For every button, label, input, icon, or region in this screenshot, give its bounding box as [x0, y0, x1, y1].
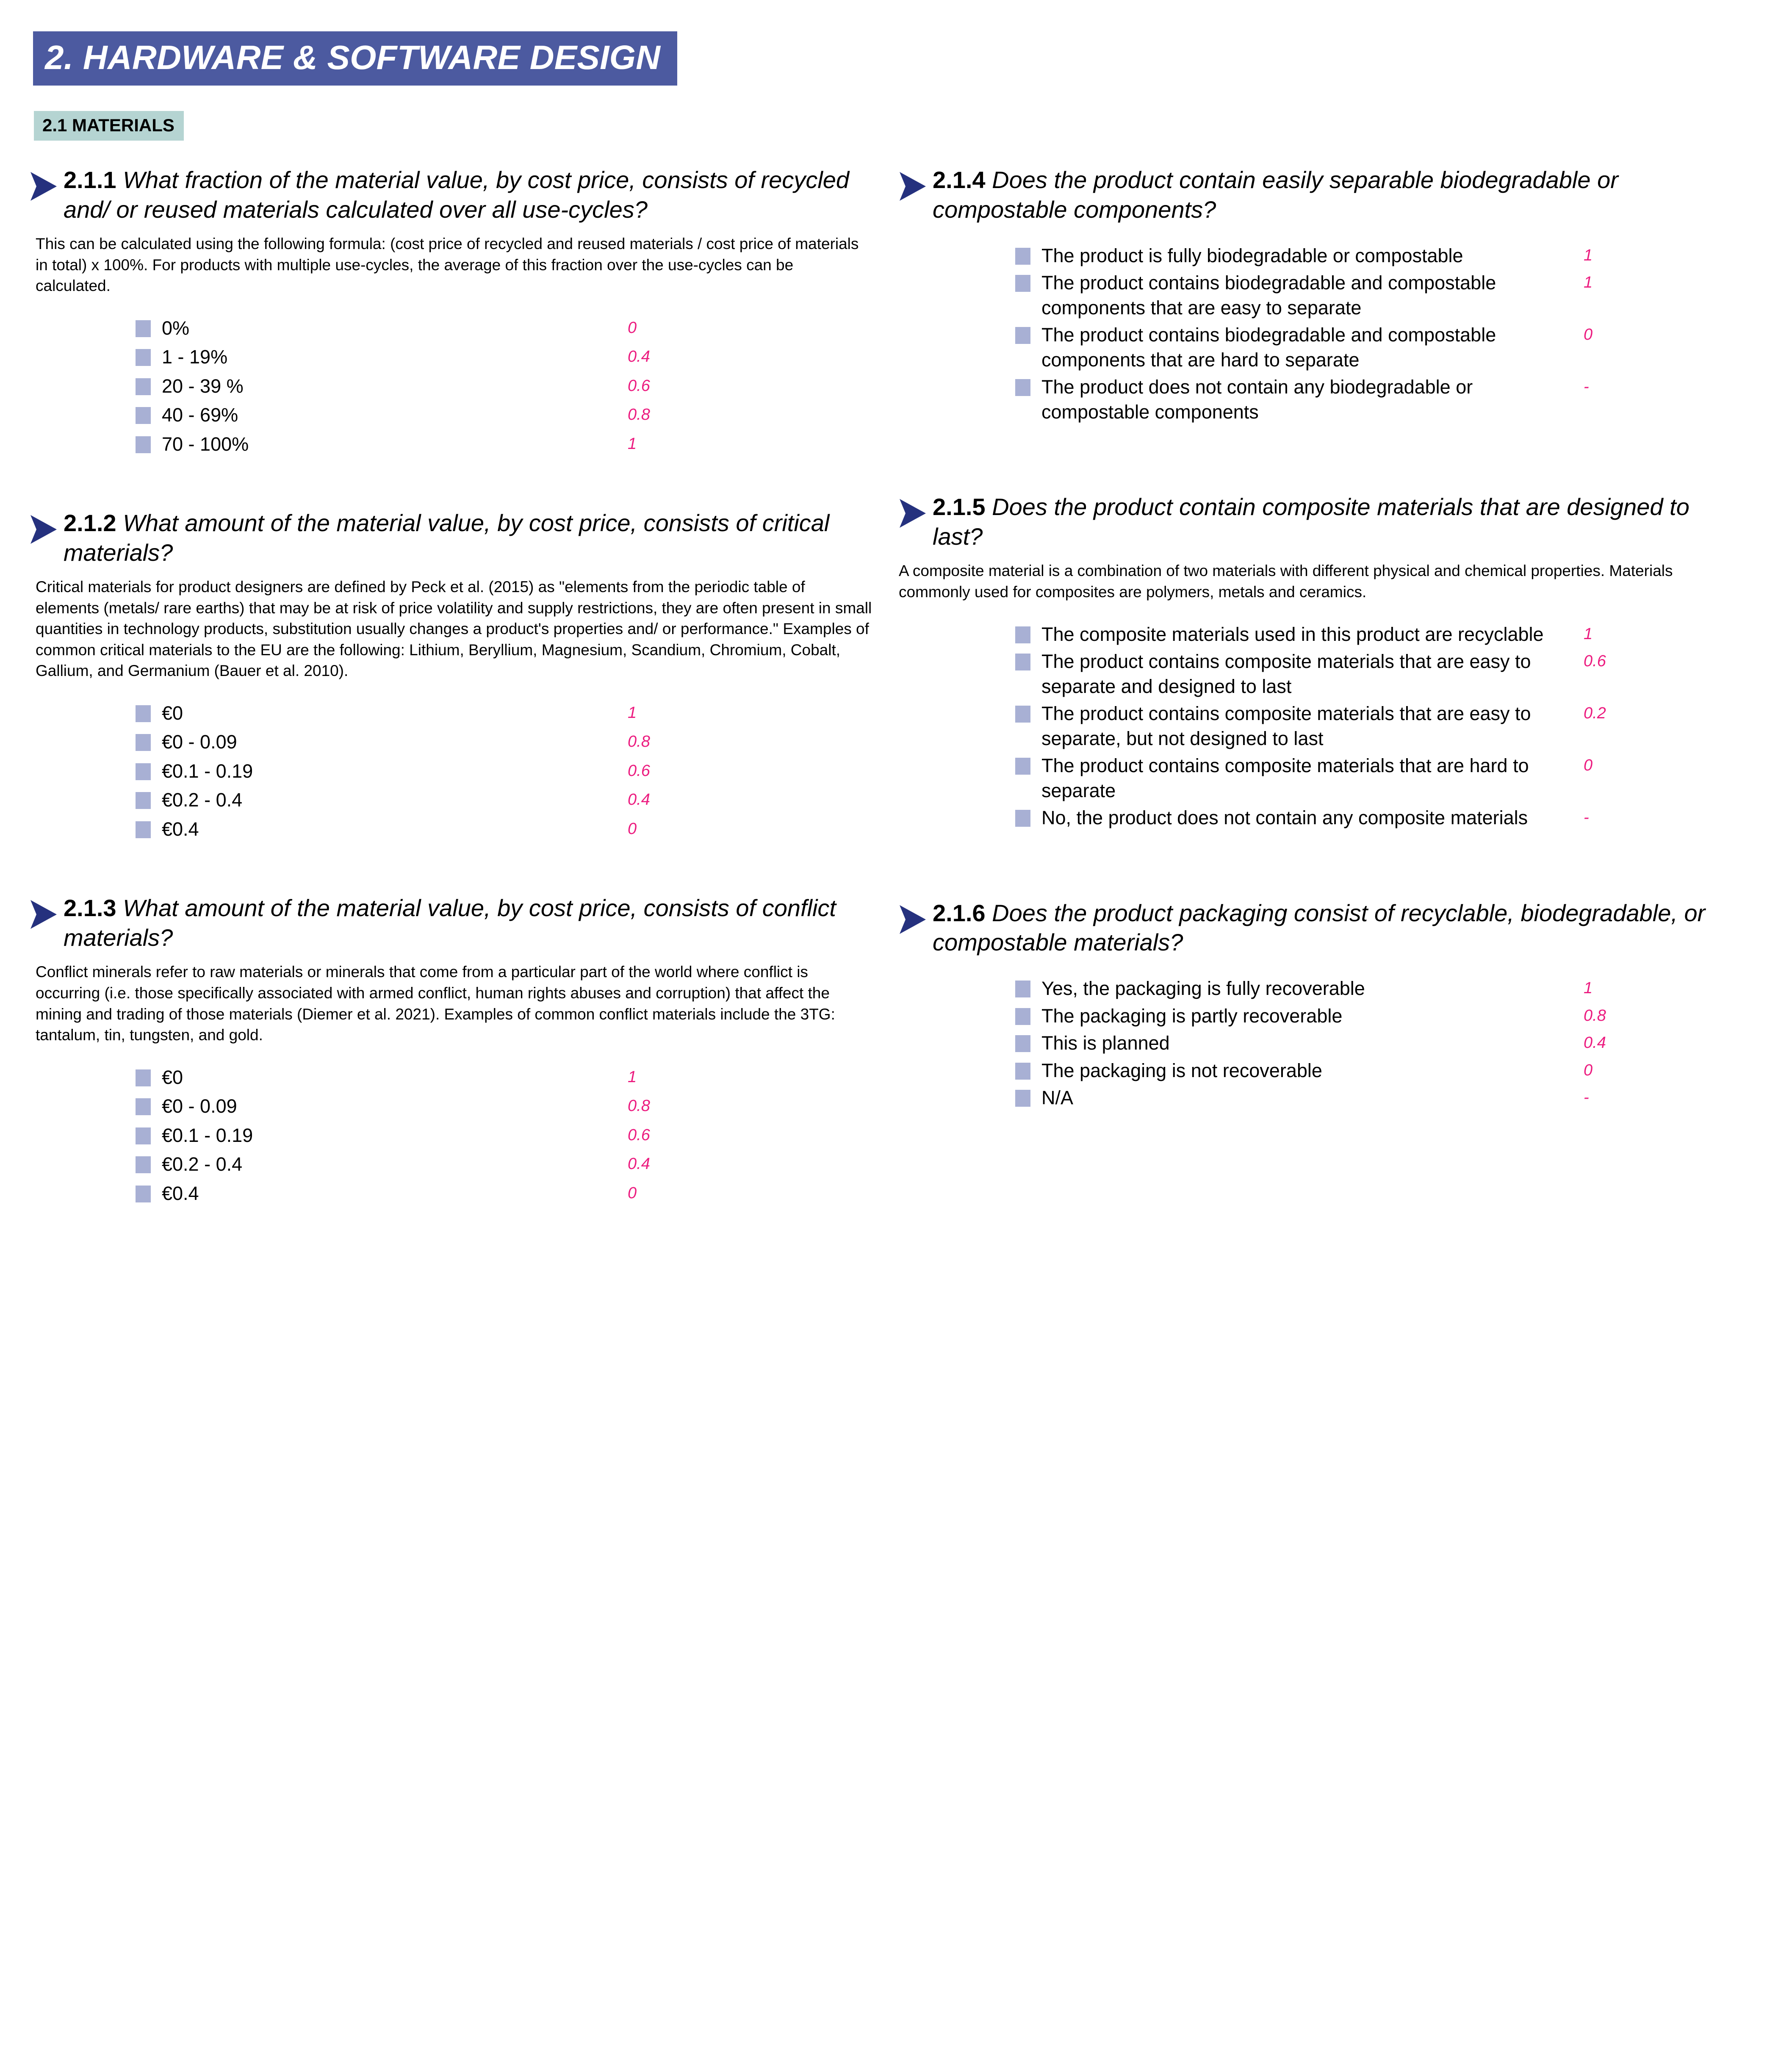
answer-option[interactable] — [1015, 649, 1742, 699]
answer-option[interactable] — [136, 730, 872, 755]
subsection-title: 2.1 MATERIALS — [34, 111, 184, 141]
checkbox-square-icon[interactable] — [1015, 981, 1030, 997]
question-title — [64, 893, 872, 952]
right-column — [899, 165, 1742, 1210]
checkbox-square-icon[interactable] — [1015, 248, 1030, 265]
question-description: Critical materials for product designers are defined by Peck et al. (2015) as "elements from the periodic table of elements (metals/ rare earths) that may be at risk of price volatility and supply restrictions, they are often present in small quantities in technology products, substitution usually changes a product's properties and/ or performance." Examples of common critical materials to the EU are the following: Lithium, Beryllium, Magnesium, Scandium, Chromium, Cobalt, Gallium, and Germanium (Bauer et al. 2010). — [36, 578, 872, 680]
answer-option-score: - — [1584, 809, 1589, 826]
checkbox-square-icon[interactable] — [1015, 379, 1030, 396]
answer-option-score: 1 — [628, 435, 637, 453]
checkbox-square-icon[interactable] — [136, 1069, 151, 1086]
checkbox-square-icon[interactable] — [136, 1127, 151, 1144]
checkbox-square-icon[interactable] — [136, 349, 151, 366]
answer-option[interactable] — [136, 374, 872, 399]
section-banner-container — [0, 0, 1778, 86]
answer-option[interactable] — [1015, 1086, 1742, 1111]
question-block-2-1-3 — [30, 893, 872, 1206]
answer-option-list — [1015, 244, 1742, 425]
checkbox-square-icon[interactable] — [136, 320, 151, 337]
checkbox-square-icon[interactable] — [1015, 1008, 1030, 1025]
answer-option-label: €0 - 0.09 — [162, 731, 237, 753]
checkbox-square-icon[interactable] — [1015, 706, 1030, 723]
checkbox-square-icon[interactable] — [136, 407, 151, 424]
answer-option[interactable] — [136, 1065, 872, 1090]
section-banner-title: 2. HARDWARE & SOFTWARE DESIGN — [33, 31, 677, 86]
question-header — [899, 165, 1742, 224]
arrow-right-icon — [899, 498, 927, 529]
answer-option-score: 0.4 — [1584, 1034, 1606, 1052]
checkbox-square-icon[interactable] — [136, 436, 151, 453]
answer-option-label: The product contains composite materials that are hard to separate — [1041, 755, 1529, 801]
answer-option-score: 0.4 — [628, 348, 650, 366]
answer-option-score: 0 — [1584, 326, 1593, 344]
answer-option-score: 0.6 — [628, 762, 650, 780]
answer-option[interactable] — [136, 345, 872, 370]
answer-option-score: 0 — [628, 1184, 637, 1202]
checkbox-square-icon[interactable] — [136, 763, 151, 780]
checkbox-square-icon[interactable] — [1015, 654, 1030, 670]
answer-option-label: €0.4 — [162, 1182, 199, 1204]
answer-option-label: The product contains biodegradable and compostable components that are easy to separate — [1041, 272, 1496, 319]
answer-option[interactable] — [136, 403, 872, 428]
question-header — [30, 165, 872, 224]
answer-option-score: 0.4 — [628, 1155, 650, 1173]
question-title-text: Does the product packaging consist of recyclable, biodegradable, or compostable materials? — [933, 899, 1706, 956]
question-spacer — [899, 835, 1742, 898]
question-title — [64, 508, 872, 567]
question-title-text: Does the product contain composite materials that are designed to last? — [933, 493, 1689, 550]
answer-option-label: 70 - 100% — [162, 433, 249, 455]
checkbox-square-icon[interactable] — [136, 1156, 151, 1173]
answer-option[interactable] — [136, 788, 872, 813]
checkbox-square-icon[interactable] — [136, 734, 151, 751]
answer-option[interactable] — [1015, 1058, 1742, 1083]
question-title-text: What amount of the material value, by cost price, consists of conflict materials? — [64, 895, 836, 951]
question-description: A composite material is a combination of two materials with different physical and chemical properties. Materials commonly used for composites are polymers, metals and ceramics. — [899, 562, 1673, 601]
answer-option-score: 1 — [1584, 246, 1593, 264]
answer-option-label: €0 — [162, 1066, 183, 1088]
question-number: 2.1.2 — [64, 510, 116, 537]
question-block-2-1-1 — [30, 165, 872, 457]
answer-option[interactable] — [1015, 1004, 1742, 1029]
checkbox-square-icon[interactable] — [1015, 275, 1030, 292]
checkbox-square-icon[interactable] — [1015, 810, 1030, 827]
question-title — [933, 898, 1742, 957]
answer-option-label: The product is fully biodegradable or compostable — [1041, 244, 1463, 266]
answer-option-score: 0.8 — [628, 1097, 650, 1115]
answer-option[interactable] — [136, 1181, 872, 1206]
left-column — [30, 165, 872, 1210]
answer-option-label: €0 — [162, 702, 183, 724]
answer-option-score: 0.2 — [1584, 704, 1606, 722]
answer-option[interactable] — [1015, 753, 1742, 803]
question-header — [899, 492, 1742, 551]
question-header — [899, 898, 1742, 957]
question-number: 2.1.5 — [933, 493, 986, 521]
answer-option-score: 1 — [628, 1068, 637, 1086]
answer-option-label: The composite materials used in this product are recyclable — [1041, 623, 1544, 645]
answer-option-score: 0 — [628, 820, 637, 838]
answer-option-label: The packaging is partly recoverable — [1041, 1005, 1343, 1027]
answer-option-score: 1 — [628, 704, 637, 722]
answer-option-score: 1 — [1584, 274, 1593, 292]
answer-option-label: 0% — [162, 317, 190, 339]
answer-option-score: 0.6 — [628, 377, 650, 395]
answer-option[interactable] — [1015, 806, 1742, 831]
answer-option[interactable] — [1015, 701, 1742, 751]
answer-option[interactable] — [136, 1123, 872, 1148]
question-block-2-1-4 — [899, 165, 1742, 424]
question-title — [933, 492, 1742, 551]
answer-option[interactable] — [1015, 622, 1742, 647]
question-spacer — [899, 429, 1742, 492]
checkbox-square-icon[interactable] — [1015, 1063, 1030, 1080]
answer-option-score: 0.8 — [628, 733, 650, 751]
question-title-text: Does the product contain easily separable biodegradable or compostable components? — [933, 166, 1618, 223]
question-description: Conflict minerals refer to raw materials or minerals that come from a particular part of the world where conflict is occurring (i.e. those specifically associated with armed conflict, human rights abuses and corruption) that affect the mining and trading of those materials (Diemer et al. 2021). Examples of common conflict materials include the 3TG: tantalum, tin, tungsten, and gold. — [36, 963, 835, 1044]
answer-option-label: €0.2 - 0.4 — [162, 1153, 243, 1175]
question-title — [64, 165, 872, 224]
answer-option-score: 0.8 — [1584, 1006, 1606, 1025]
question-header — [30, 893, 872, 952]
answer-option[interactable] — [136, 432, 872, 457]
answer-option[interactable] — [1015, 244, 1742, 269]
answer-option-label: €0.1 - 0.19 — [162, 1124, 253, 1146]
checkbox-square-icon[interactable] — [136, 1098, 151, 1115]
question-title-text: What amount of the material value, by cost price, consists of critical materials? — [64, 510, 830, 566]
answer-option-label: €0.2 - 0.4 — [162, 789, 243, 811]
arrow-right-icon — [30, 899, 58, 930]
question-spacer — [30, 846, 872, 893]
checkbox-square-icon[interactable] — [1015, 626, 1030, 643]
answer-option-score: 0.6 — [1584, 652, 1606, 670]
answer-option-score: 0 — [628, 319, 637, 337]
arrow-right-icon — [899, 171, 927, 202]
checkbox-square-icon[interactable] — [136, 1186, 151, 1202]
answer-option-list — [136, 701, 872, 842]
answer-option-list — [136, 316, 872, 457]
answer-option-label: The packaging is not recoverable — [1041, 1059, 1322, 1081]
answer-option-score: 0 — [1584, 756, 1593, 774]
answer-option[interactable] — [136, 817, 872, 842]
answer-option-score: 0.4 — [628, 791, 650, 809]
answer-option-label: No, the product does not contain any composite materials — [1041, 807, 1528, 828]
question-spacer — [30, 461, 872, 508]
answer-option[interactable] — [136, 316, 872, 341]
question-description: This can be calculated using the following formula: (cost price of recycled and reused materials / cost price of materials in total) x 100%. For products with multiple use-cycles, the average of this fraction over the use-cycles can be calculated. — [36, 235, 859, 295]
subsection-chip-container — [0, 86, 1778, 141]
checkbox-square-icon[interactable] — [136, 792, 151, 809]
arrow-right-icon — [30, 514, 58, 545]
answer-option[interactable] — [136, 701, 872, 726]
answer-option-label: 40 - 69% — [162, 404, 238, 426]
answer-option-score: - — [1584, 1089, 1589, 1107]
answer-option-score: 1 — [1584, 625, 1593, 643]
answer-option-label: The product contains composite materials that are easy to separate, but not designed to last — [1041, 703, 1531, 749]
answer-option-label: 20 - 39 % — [162, 375, 244, 397]
question-number: 2.1.4 — [933, 166, 986, 194]
answer-option[interactable] — [1015, 271, 1742, 320]
answer-option[interactable] — [1015, 323, 1742, 372]
answer-option-score: 0.8 — [628, 406, 650, 424]
answer-option-score: 1 — [1584, 979, 1593, 997]
answer-option[interactable] — [1015, 1031, 1742, 1056]
answer-option-label: €0 - 0.09 — [162, 1095, 237, 1117]
answer-option-label: The product does not contain any biodegradable or compostable components — [1041, 376, 1473, 423]
checkbox-square-icon[interactable] — [1015, 1090, 1030, 1107]
answer-option-label: N/A — [1041, 1087, 1074, 1109]
answer-option-label: €0.1 - 0.19 — [162, 760, 253, 782]
question-number: 2.1.6 — [933, 899, 986, 926]
checkbox-square-icon[interactable] — [136, 821, 151, 838]
question-block-2-1-6 — [899, 898, 1742, 1111]
answer-option-score: 0.6 — [628, 1126, 650, 1144]
question-title — [933, 165, 1742, 224]
answer-option-label: This is planned — [1041, 1032, 1170, 1054]
answer-option-list — [136, 1065, 872, 1206]
checkbox-square-icon[interactable] — [1015, 1035, 1030, 1052]
checkbox-square-icon[interactable] — [1015, 758, 1030, 775]
answer-option-label: The product contains composite materials that are easy to separate and designed to last — [1041, 651, 1531, 697]
question-block-2-1-5 — [899, 492, 1742, 830]
answer-option-label: The product contains biodegradable and compostable components that are hard to separate — [1041, 324, 1496, 371]
answer-option[interactable] — [136, 1094, 872, 1119]
question-title-text: What fraction of the material value, by cost price, consists of recycled and/ or reused materials calculated over all use-cycles? — [64, 166, 850, 223]
checkbox-square-icon[interactable] — [136, 378, 151, 395]
answer-option-score: - — [1584, 378, 1589, 396]
checkbox-square-icon[interactable] — [136, 705, 151, 722]
answer-option[interactable] — [1015, 976, 1742, 1001]
answer-option-label: 1 - 19% — [162, 346, 228, 368]
question-header — [30, 508, 872, 567]
arrow-right-icon — [899, 904, 927, 935]
question-block-2-1-2 — [30, 508, 872, 842]
question-number: 2.1.1 — [64, 166, 116, 194]
question-number: 2.1.3 — [64, 895, 116, 922]
checkbox-square-icon[interactable] — [1015, 327, 1030, 344]
answer-option-list — [1015, 976, 1742, 1111]
answer-option[interactable] — [136, 759, 872, 784]
answer-option-label: Yes, the packaging is fully recoverable — [1041, 978, 1365, 1000]
two-column-layout — [0, 141, 1778, 1210]
answer-option-label: €0.4 — [162, 818, 199, 840]
arrow-right-icon — [30, 171, 58, 202]
answer-option[interactable] — [1015, 375, 1742, 424]
answer-option-score: 0 — [1584, 1061, 1593, 1079]
answer-option[interactable] — [136, 1152, 872, 1177]
answer-option-list — [1015, 622, 1742, 831]
